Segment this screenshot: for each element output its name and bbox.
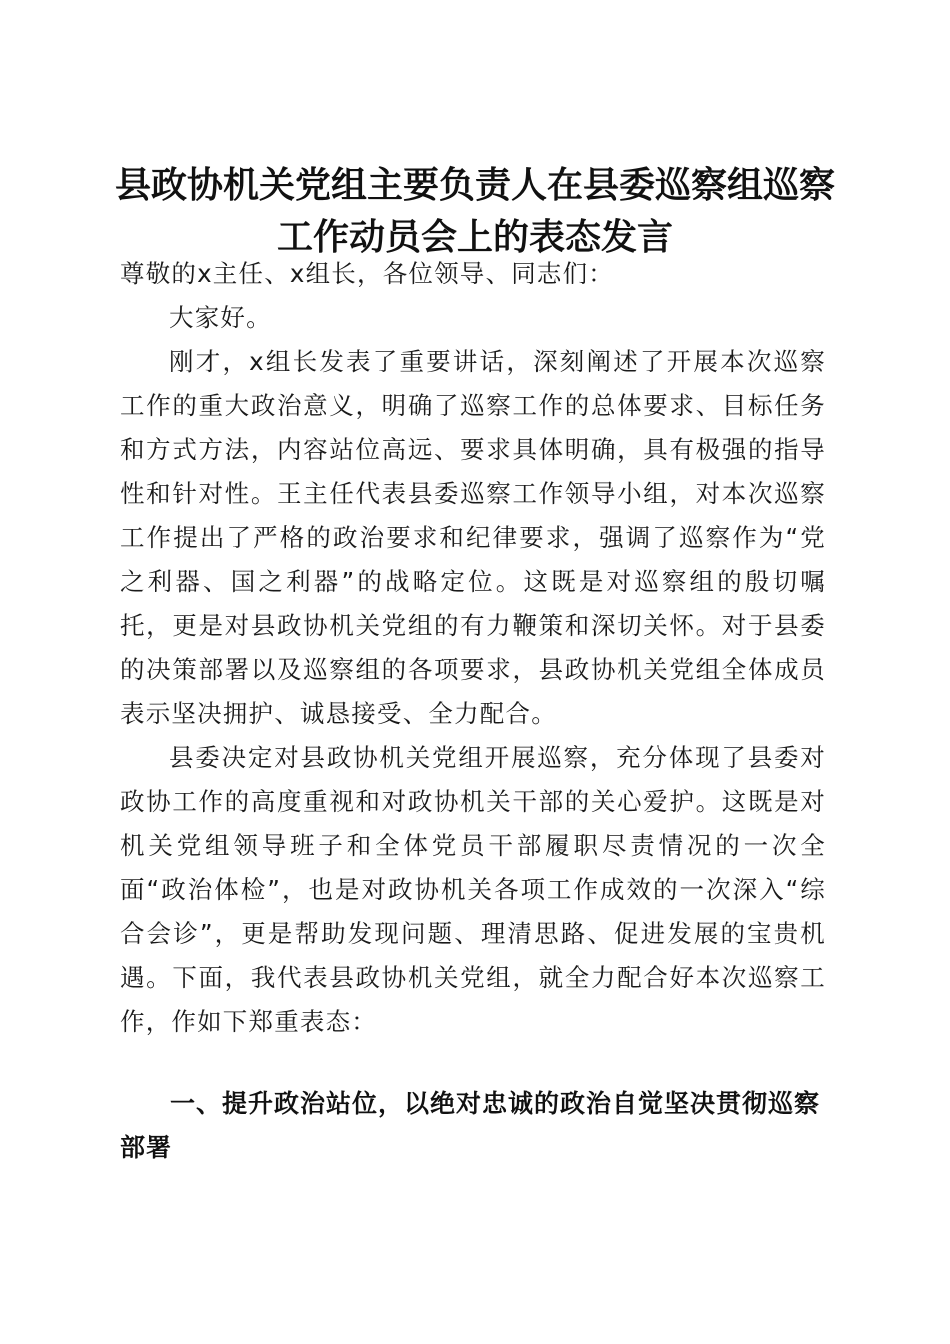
paragraph-1: 刚才，x组长发表了重要讲话，深刻阐述了开展本次巡察工作的重大政治意义，明确了巡察工作的总体要求、目标任务和方式方法，内容站位高远、要求具体明确，具有极强的指导性和针对性。王主任代表县委巡察工作领导小组，对本次巡察工作提出了严格的政治要求和纪律要求，强调了巡察作为“党之利器、国之利器”的战略定位。这既是对巡察组的殷切嘱托，更是对县政协机关党组的有力鞭策和深切关怀。对于县委的决策部署以及巡察组的各项要求，县政协机关党组全体成员表示坚决拥护、诚恳接受、全力配合。: [120, 347, 826, 728]
title-line-1: 县政协机关党组主要负责人在县委巡察组巡察: [114, 164, 835, 207]
document-body: [120, 252, 826, 1044]
section-heading: 一、提升政治站位，以绝对忠诚的政治自觉坚决贯彻巡察部署: [120, 1089, 821, 1162]
document-title: [100, 159, 850, 263]
title-line-2: 工作动员会上的表态发言: [276, 216, 673, 259]
paragraph-2: 县委决定对县政协机关党组开展巡察，充分体现了县委对政协工作的高度重视和对政协机关干部的关心爱护。这既是对机关党组领导班子和全体党员干部履职尽责情况的一次全面“政治体检”，也是对政协机关各项工作成效的一次深入“综合会诊”，更是帮助发现问题、理清思路、促进发展的宝贵机遇。下面，我代表县政协机关党组，就全力配合好本次巡察工作，作如下郑重表态：: [120, 743, 826, 1036]
salutation: 尊敬的x主任、x组长，各位领导、同志们：: [120, 259, 614, 288]
paragraph-greeting: 大家好。: [169, 303, 272, 332]
